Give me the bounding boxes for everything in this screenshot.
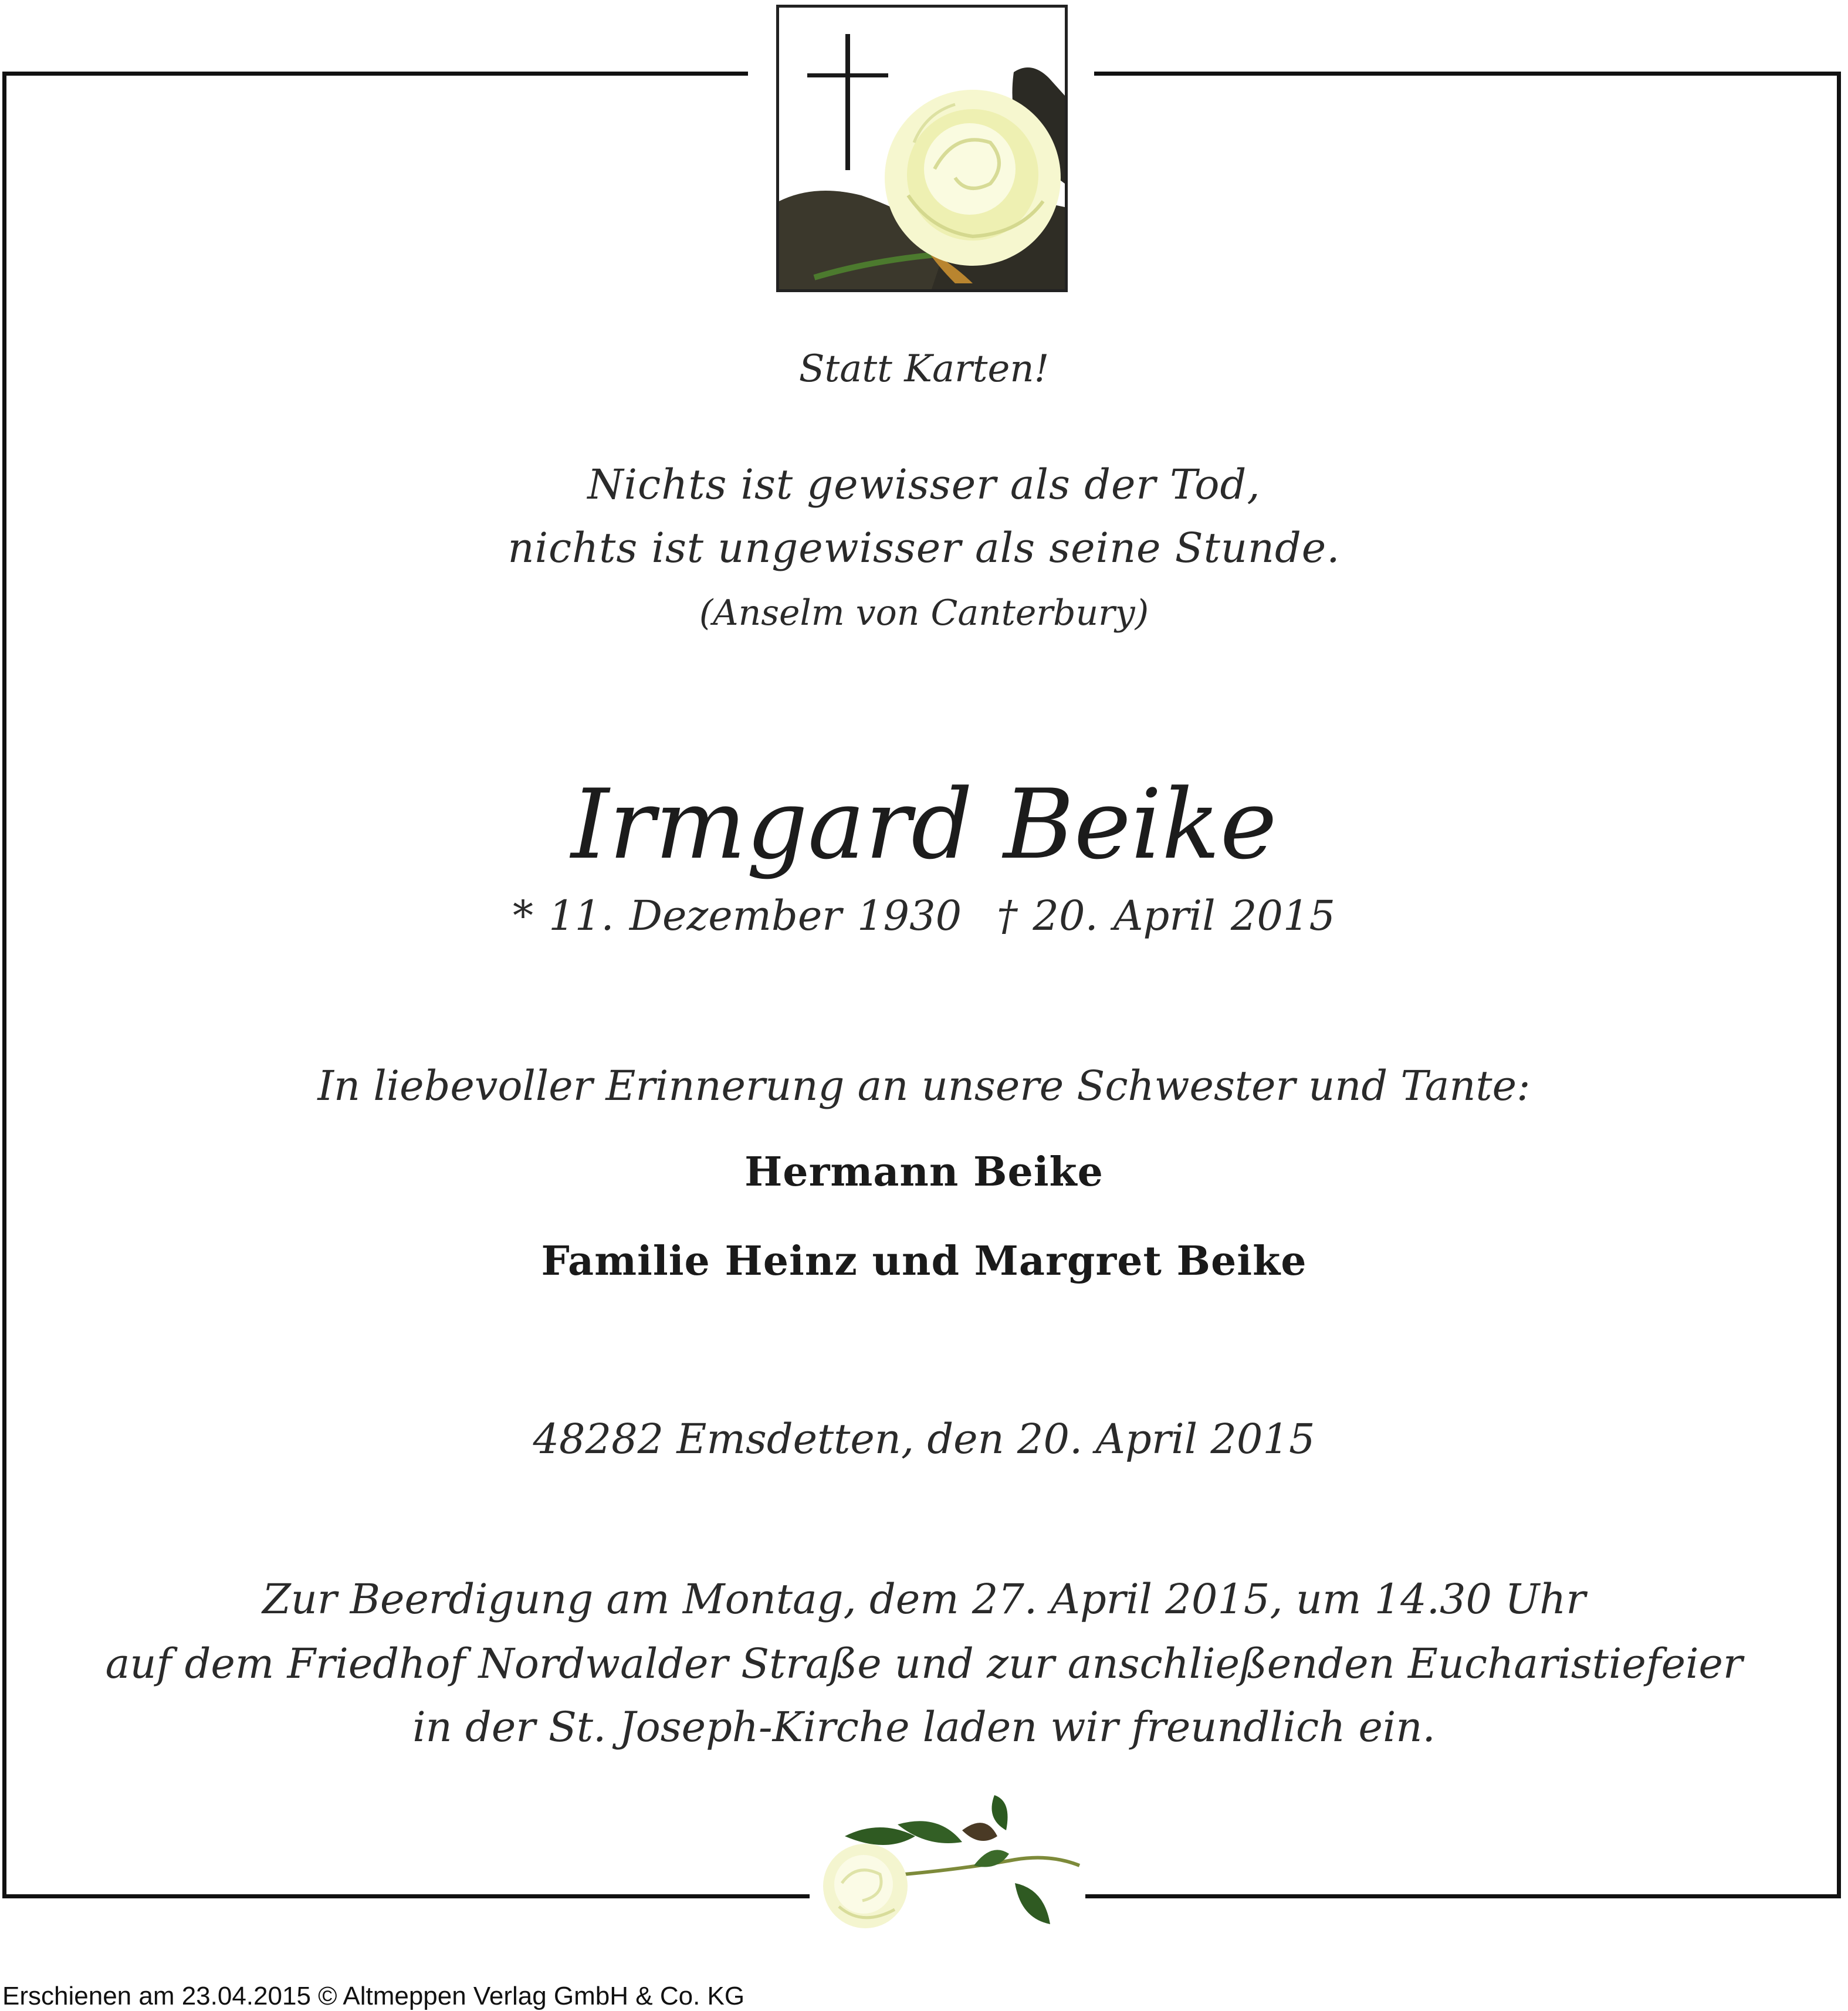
birth-date: * 11. Dezember 1930 (513, 892, 962, 940)
notice-border (2, 72, 1841, 1898)
life-dates (0, 892, 1848, 940)
memory-line: In liebevoller Erinnerung an unsere Schwester und Tante: (317, 1062, 1531, 1110)
white-rose-icon (798, 1789, 1097, 1942)
death-date: † 20. April 2015 (997, 892, 1335, 940)
mourner-name: Hermann Beike (744, 1149, 1104, 1196)
quote-line-2: nichts ist ungewisser als seine Stunde. (507, 524, 1341, 572)
mourner-name: Familie Heinz und Margret Beike (541, 1238, 1307, 1285)
funeral-info-line: in der St. Joseph-Kirche laden wir freundlich ein. (412, 1703, 1436, 1751)
cross-and-white-rose-icon (776, 5, 1068, 292)
header-statt-karten: Statt Karten! (798, 347, 1050, 391)
quote-author: (Anselm von Canterbury) (699, 593, 1149, 634)
publication-footer: Erschienen am 23.04.2015 © Altmeppen Verlag GmbH & Co. KG (2, 1982, 745, 2010)
quote-line-1: Nichts ist gewisser als der Tod, (587, 461, 1261, 509)
funeral-info-line: auf dem Friedhof Nordwalder Straße und zur anschließenden Eucharistiefeier (105, 1640, 1743, 1688)
funeral-info-line: Zur Beerdigung am Montag, dem 27. April 2015, um 14.30 Uhr (262, 1575, 1586, 1623)
deceased-name: Irmgard Beike (571, 768, 1277, 881)
place-and-date: 48282 Emsdetten, den 20. April 2015 (533, 1415, 1315, 1463)
